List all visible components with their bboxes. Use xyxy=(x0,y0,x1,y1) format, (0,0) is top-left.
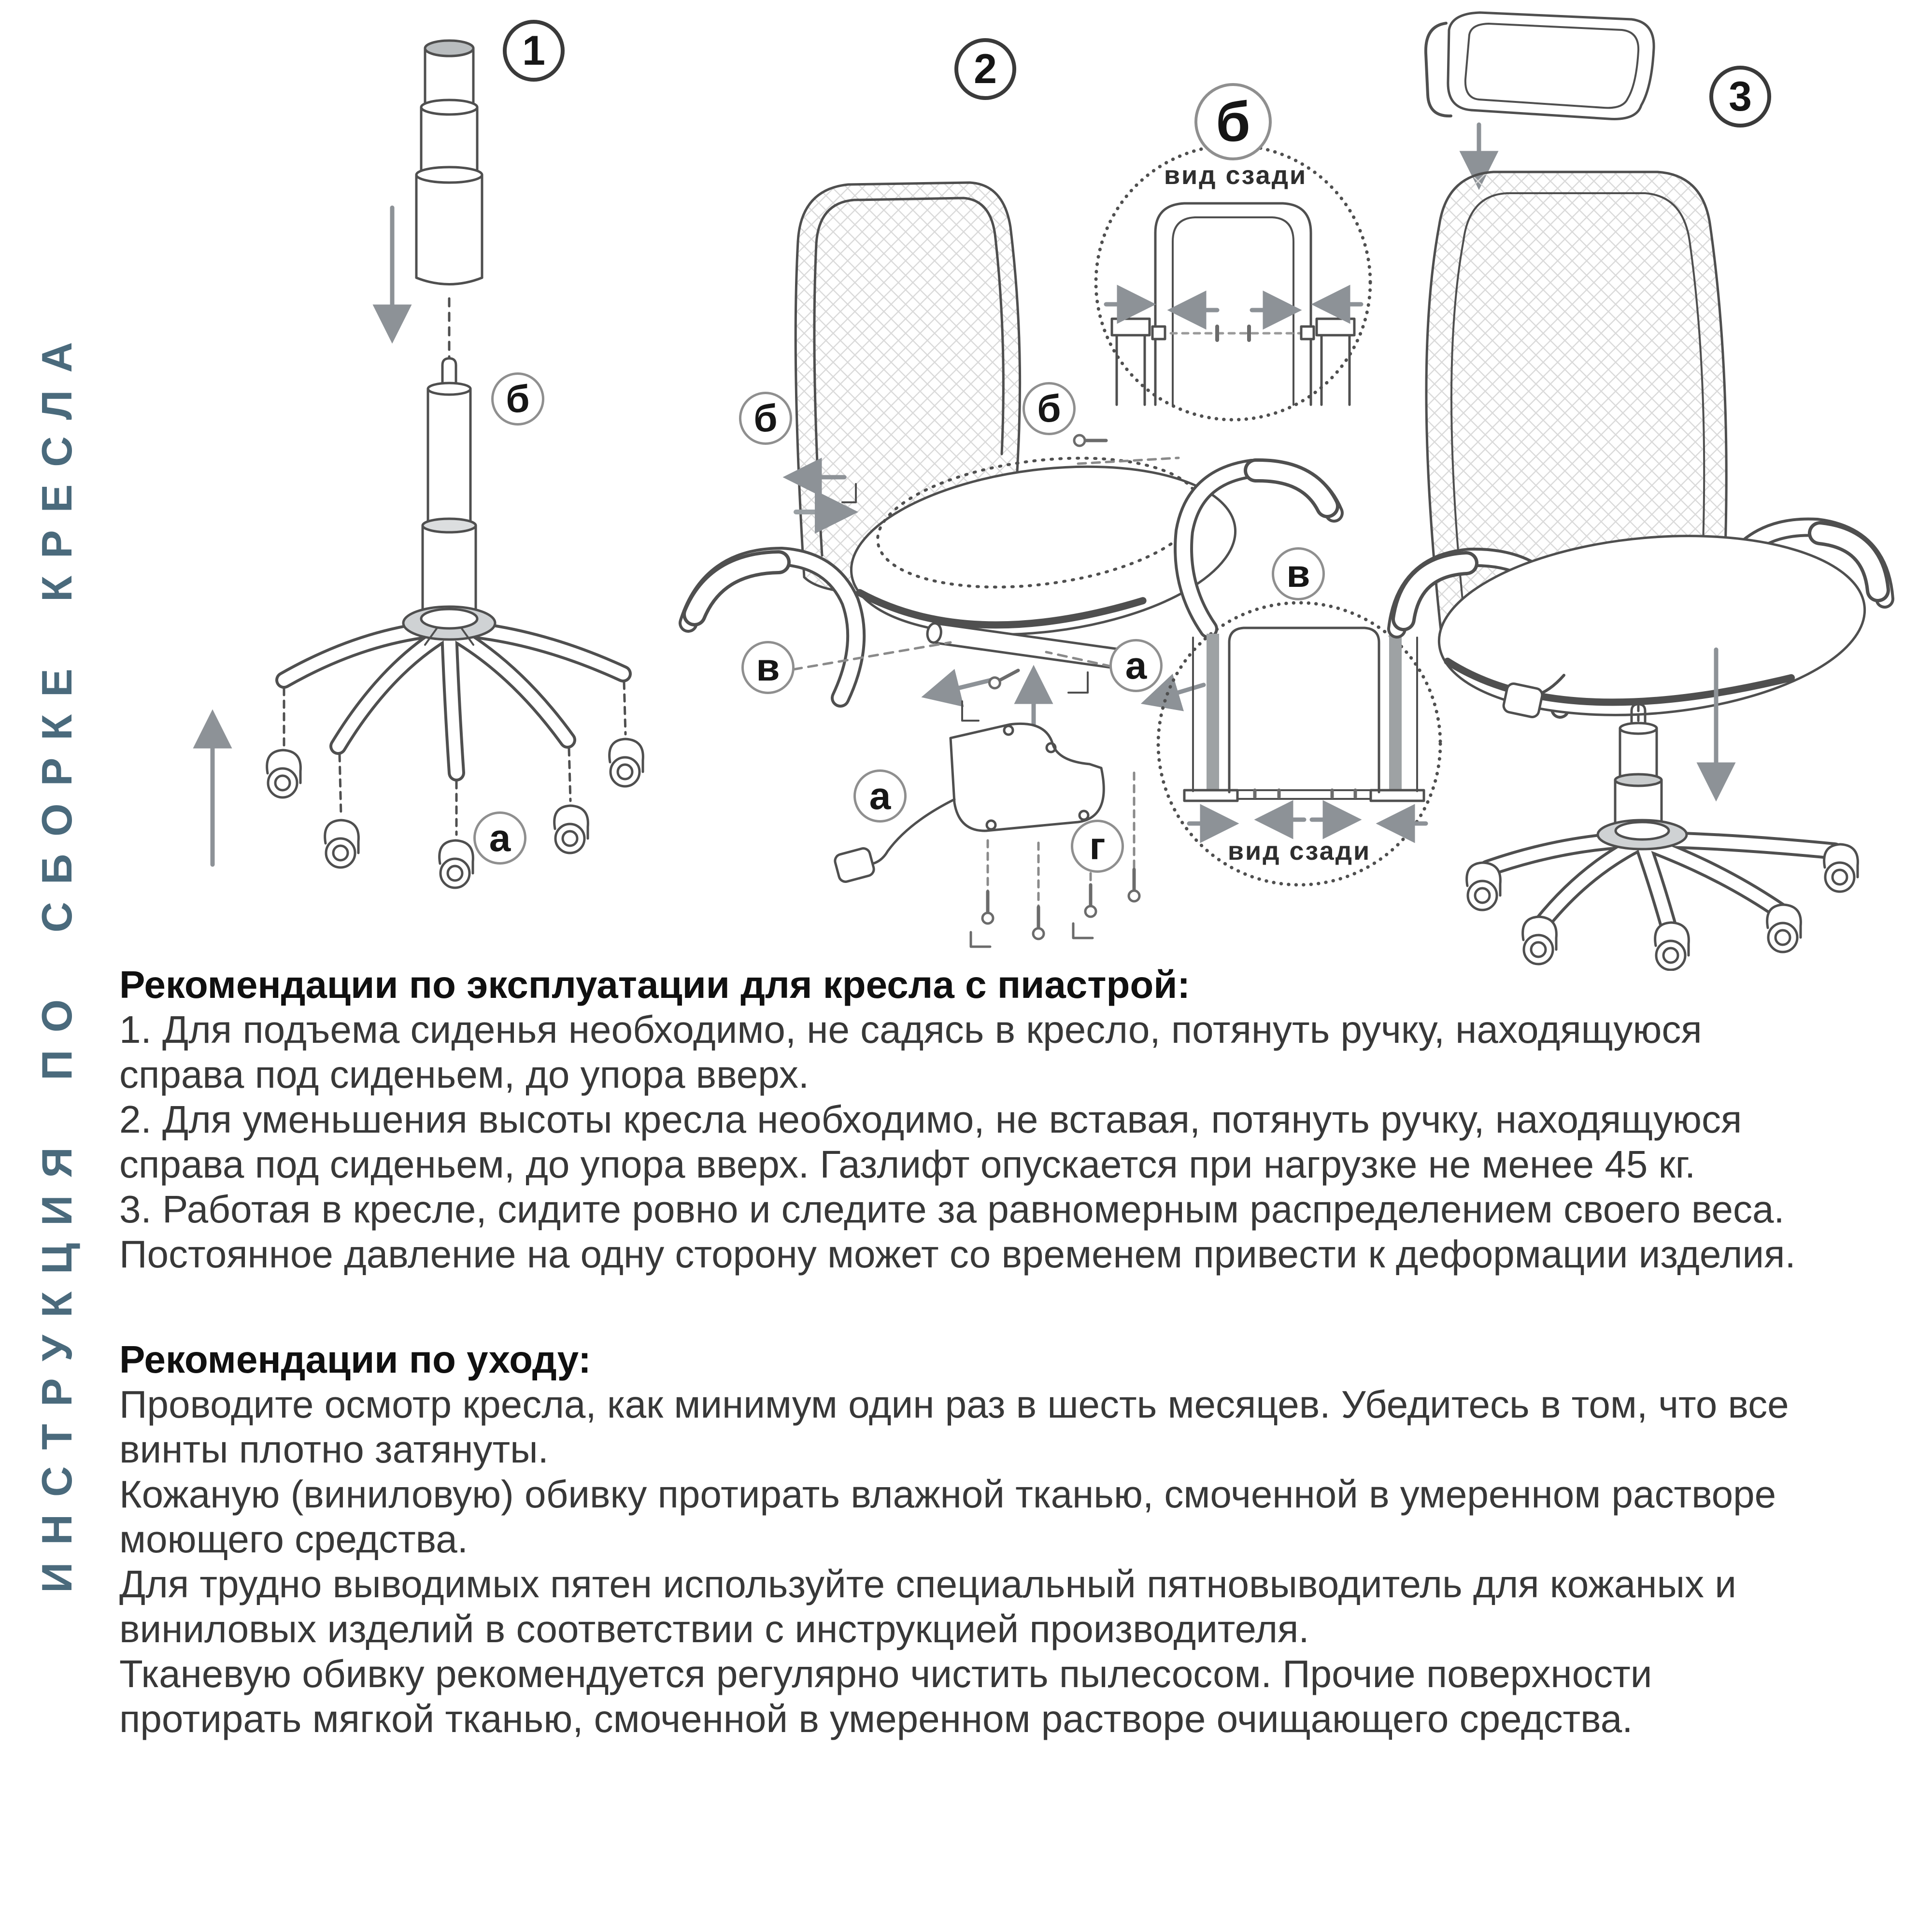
care-line: Тканевую обивку рекомендуется регулярно чистить пылесосом. Прочие поверхности xyxy=(119,1652,1652,1695)
backrest-rear-outline xyxy=(1229,628,1379,792)
care-line: Проводите осмотр кресла, как минимум один раз в шесть месяцев. Убедитесь в том, что все xyxy=(119,1383,1789,1426)
label-a-plate: а xyxy=(853,769,907,823)
label-v-armrest: в xyxy=(741,641,795,694)
gas-lift-cylinder xyxy=(423,358,476,628)
backrest-rear-outline xyxy=(1155,203,1311,405)
section-usage xyxy=(119,962,1897,1277)
care-line: протирать мягкой тканью, смоченной в умеренном растворе очищающего средства. xyxy=(119,1697,1633,1740)
armrest-bar-right xyxy=(1389,634,1402,791)
step-2-badge: 2 xyxy=(954,38,1016,100)
five-star-base xyxy=(284,607,623,773)
section-usage-heading: Рекомендации по эксплуатации для кресла с пиастрой: xyxy=(119,963,1191,1006)
label-a-mechanism: а xyxy=(1109,639,1163,692)
label-b-gas-lift: б xyxy=(491,372,544,426)
usage-line: 3. Работая в кресле, сидите ровно и следите за равномерным распределением своего веса. xyxy=(119,1188,1785,1231)
diagram-assembled-chair xyxy=(1397,13,1885,970)
care-line: Для трудно выводимых пятен используйте специальный пятновыводитель для кожаных и xyxy=(119,1563,1736,1605)
section-care xyxy=(119,1337,1897,1741)
armrest-bracket-left xyxy=(1112,319,1150,405)
label-v-inset: в xyxy=(1272,547,1325,600)
armrest-bar-left xyxy=(1207,634,1219,791)
column-top-cap xyxy=(425,41,473,56)
care-line: моющего средства. xyxy=(119,1518,468,1561)
label-b-backrest-right: б xyxy=(1023,382,1076,435)
rear-view-caption-bottom: вид сзади xyxy=(1227,837,1371,866)
rear-view-caption-top: вид сзади xyxy=(1164,161,1307,190)
usage-line: Постоянное давление на одну сторону может со временем привести к деформации изделия. xyxy=(119,1233,1796,1276)
usage-line: 2. Для уменьшения высоты кресла необходимо, не вставая, потянуть ручку, находящуюся xyxy=(119,1098,1742,1141)
diagram-gas-lift-and-base xyxy=(213,41,643,888)
section-care-heading: Рекомендации по уходу: xyxy=(119,1338,591,1381)
usage-line: справа под сиденьем, до упора вверх. xyxy=(119,1053,810,1096)
step-3-badge: 3 xyxy=(1709,66,1771,128)
headrest xyxy=(1426,13,1654,119)
care-line: винты плотно затянуты. xyxy=(119,1428,549,1471)
usage-line: справа под сиденьем, до упора вверх. Газлифт опускается при нагрузке не менее 45 кг. xyxy=(119,1143,1696,1186)
label-v-leader xyxy=(793,642,951,669)
bolt-axis xyxy=(1152,327,1314,340)
diagram-chair-assembly xyxy=(688,183,1334,947)
gas-lift-cylinder xyxy=(1615,704,1662,825)
step-1-badge: 1 xyxy=(503,20,565,82)
label-a-base: а xyxy=(473,811,526,865)
usage-line: 1. Для подъема сиденья необходимо, не садясь в кресло, потянуть ручку, находящуюся xyxy=(119,1008,1702,1051)
label-b-inset: б xyxy=(1194,83,1272,160)
fastener-leader-right xyxy=(1074,435,1179,464)
care-line: Кожаную (виниловую) обивку протирать влажной тканью, смоченной в умеренном растворе xyxy=(119,1473,1776,1516)
armrest-bracket-right xyxy=(1317,319,1354,405)
label-g-bracket: г xyxy=(1071,820,1124,873)
label-b-backrest-left: б xyxy=(739,392,792,445)
page-title: ИНСТРУКЦИЯ ПО СБОРКЕ КРЕСЛА xyxy=(33,325,81,1593)
care-line: виниловых изделий в соответствии с инструкцией производителя. xyxy=(119,1607,1309,1650)
